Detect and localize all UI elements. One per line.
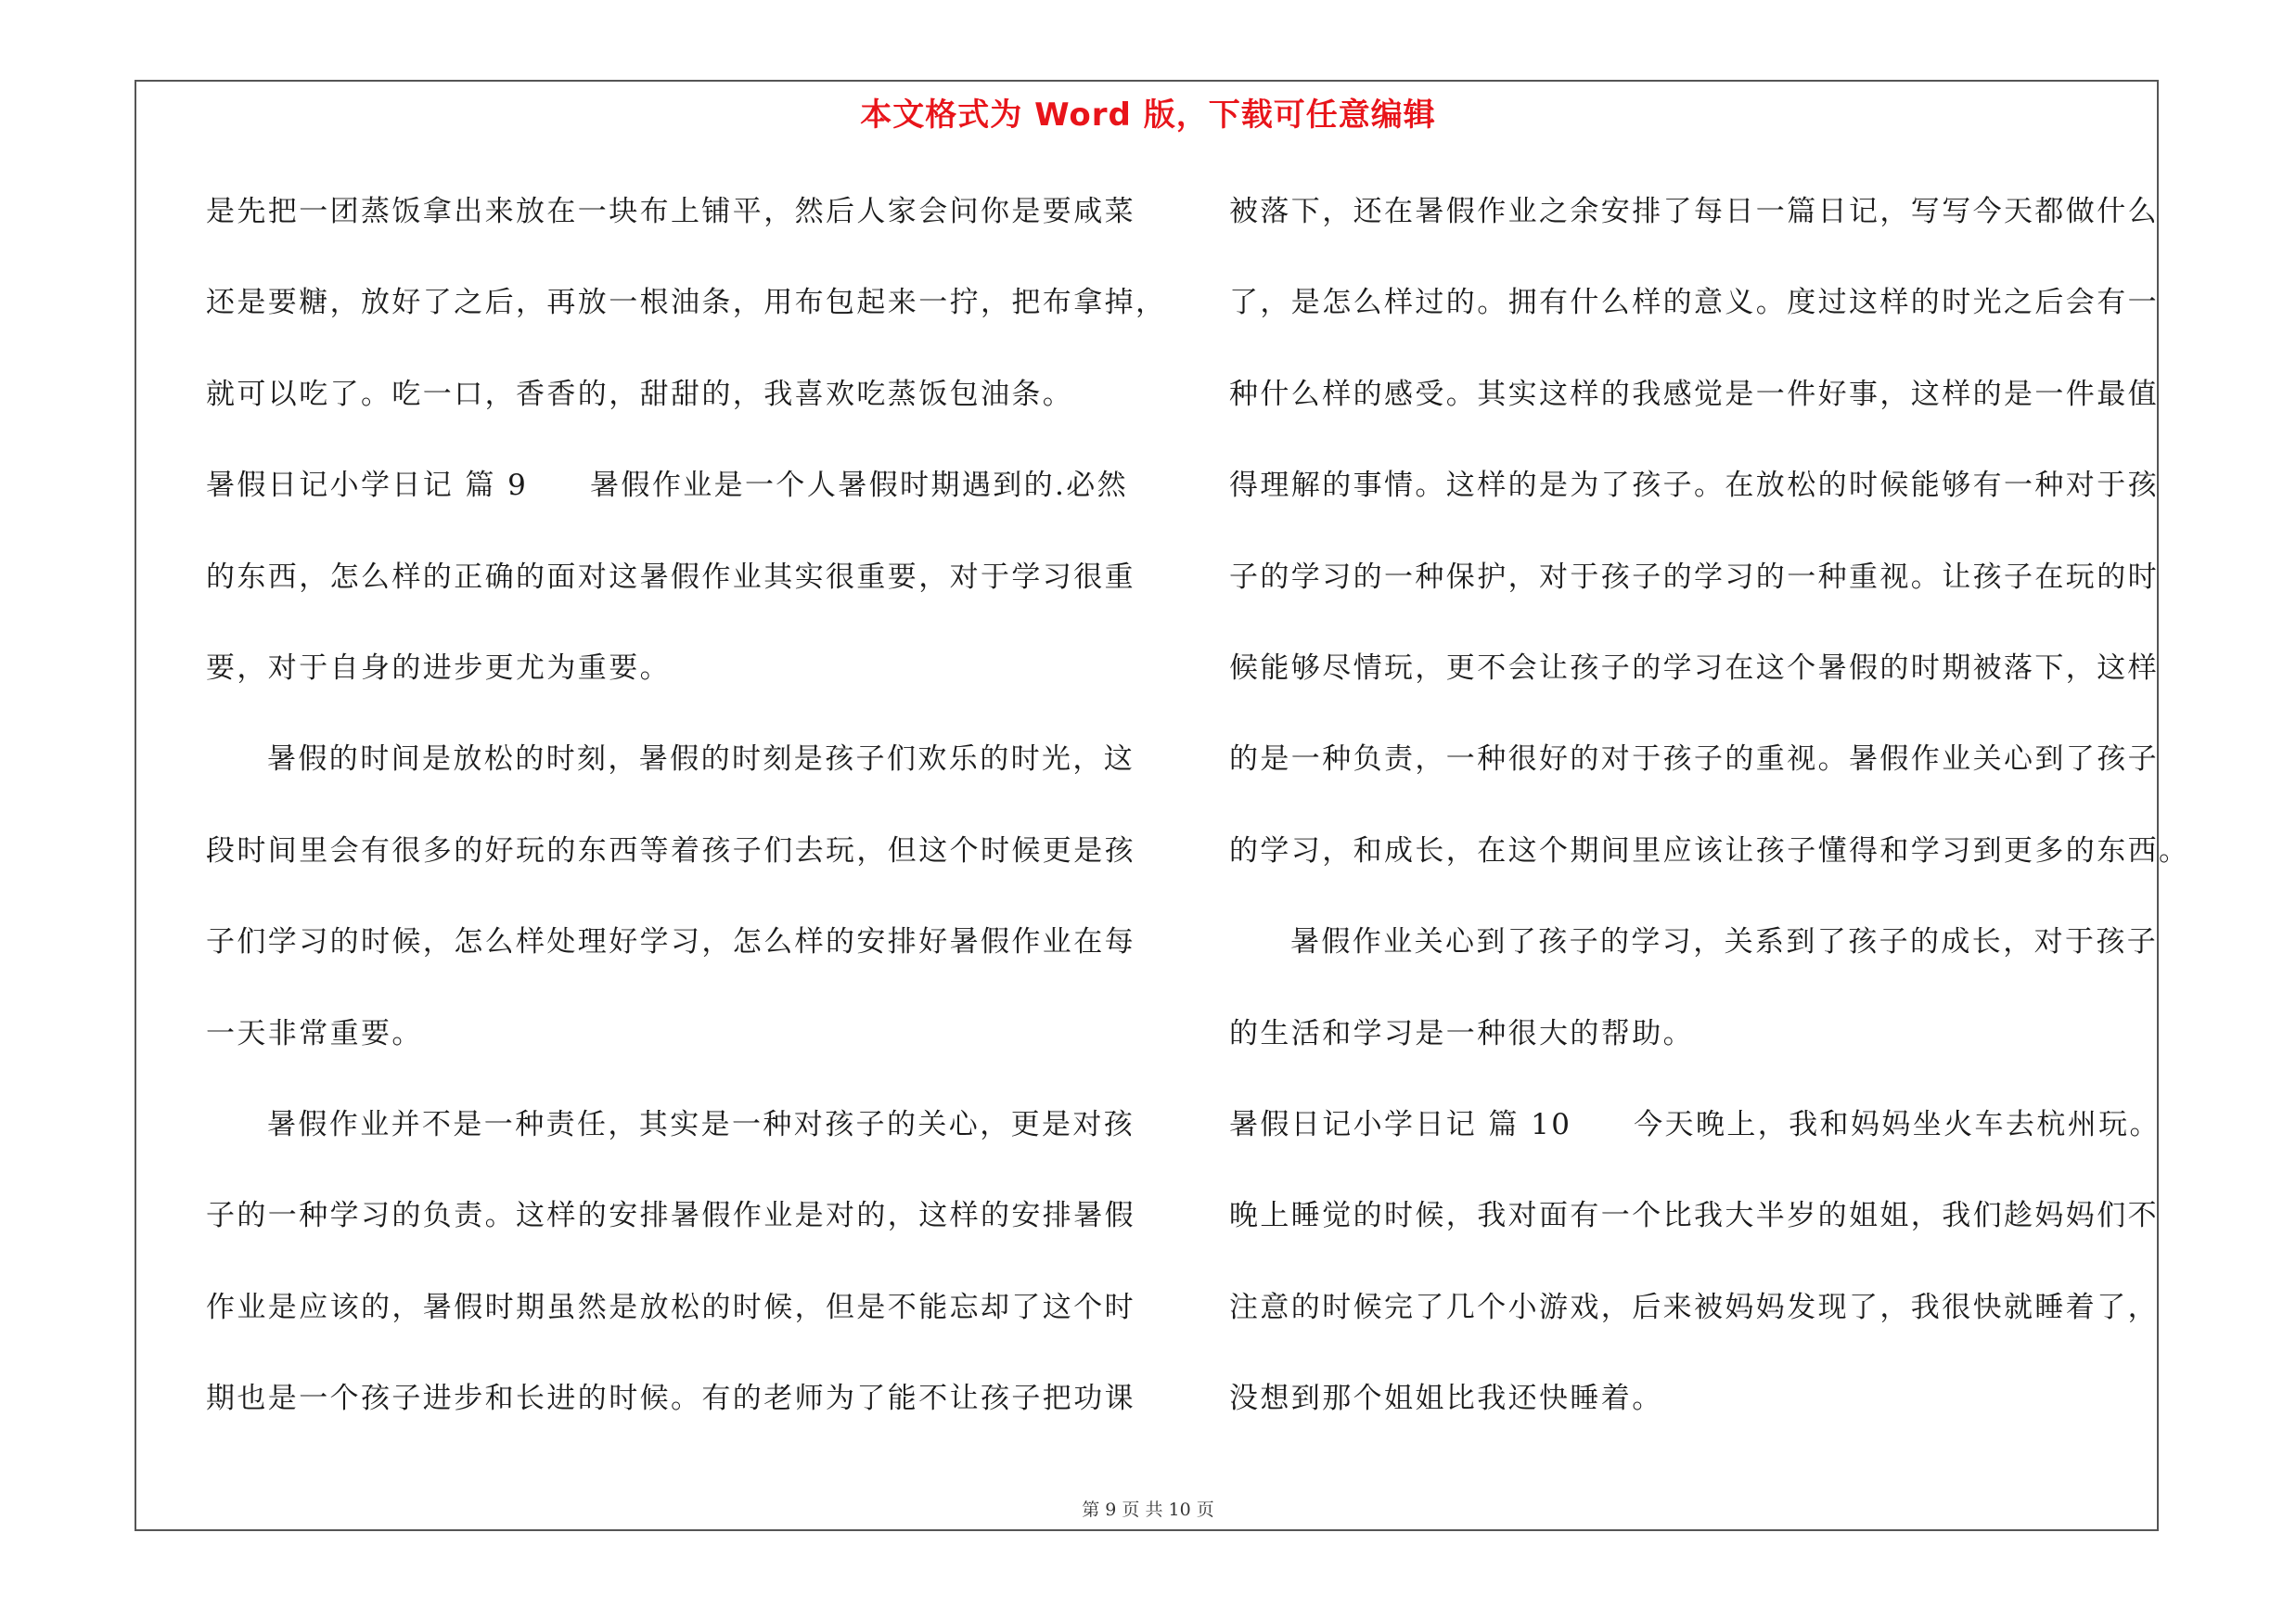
paragraph-start-line: 暑假的时间是放松的时刻，暑假的时刻是孩子们欢乐的时光，这 [267, 742, 1135, 777]
paragraph-start-line: 暑假作业并不是一种责任，其实是一种对孩子的关心，更是对孩 [267, 1107, 1135, 1141]
text-line: 被落下，还在暑假作业之余安排了每日一篇日记，写写今天都做什么 [1229, 195, 2159, 228]
text-line: 的是一种负责，一种很好的对于孩子的重视。暑假作业关心到了孩子 [1229, 742, 2159, 777]
text-line: 没想到那个姐姐比我还快睡着。 [1229, 1382, 1663, 1416]
text-line: 要，对于自身的进步更尤为重要。 [206, 650, 671, 685]
text-line: 一天非常重要。 [206, 1016, 423, 1050]
text-line: 段时间里会有很多的好玩的东西等着孩子们去玩，但这个时候更是孩 [206, 833, 1135, 868]
text-line: 子的一种学习的负责。这样的安排暑假作业是对的，这样的安排暑假 [206, 1199, 1135, 1233]
text-line: 候能够尽情玩，更不会让孩子的学习在这个暑假的时期被落下，这样 [1229, 650, 2159, 685]
text-line: 晚上睡觉的时候，我对面有一个比我大半岁的姐姐，我们趁妈妈们不 [1229, 1199, 2159, 1233]
text-line: 的学习，和成长，在这个期间里应该让孩子懂得和学习到更多的东西。 [1229, 833, 2190, 868]
left-column [206, 184, 1167, 1462]
text-line: 的东西，怎么样的正确的面对这暑假作业其实很重要，对于学习很重 [206, 560, 1135, 594]
right-column [1229, 184, 2190, 1462]
text-line: 子的学习的一种保护，对于孩子的学习的一种重视。让孩子在玩的时 [1229, 560, 2159, 594]
text-line: 就可以吃了。吃一口，香香的，甜甜的，我喜欢吃蒸饭包油条。 [206, 377, 1074, 411]
text-line: 是先把一团蒸饭拿出来放在一块布上铺平，然后人家会问你是要咸菜 [206, 195, 1135, 228]
document-header: 本文格式为 Word 版，下载可任意编辑 [860, 97, 1436, 134]
paragraph-start-line: 暑假作业关心到了孩子的学习，关系到了孩子的成长，对于孩子 [1290, 925, 2159, 960]
text-line: 得理解的事情。这样的是为了孩子。在放松的时候能够有一种对于孩 [1229, 469, 2159, 503]
text-line: 的生活和学习是一种很大的帮助。 [1229, 1016, 1694, 1050]
text-line: 期也是一个孩子进步和长进的时候。有的老师为了能不让孩子把功课 [206, 1382, 1135, 1416]
text-line: 注意的时候完了几个小游戏，后来被妈妈发现了，我很快就睡着了， [1229, 1290, 2159, 1324]
section-heading-line: 暑假日记小学日记 篇 10 今天晚上，我和妈妈坐火车去杭州玩。 [1229, 1107, 2161, 1141]
text-line: 还是要糖，放好了之后，再放一根油条，用布包起来一拧，把布拿掉， [206, 286, 1167, 320]
text-line: 种什么样的感受。其实这样的我感觉是一件好事，这样的是一件最值 [1229, 377, 2159, 411]
text-line: 了，是怎么样过的。拥有什么样的意义。度过这样的时光之后会有一 [1229, 286, 2159, 320]
page-number: 第 9 页 共 10 页 [1082, 1500, 1214, 1520]
text-line: 作业是应该的，暑假时期虽然是放松的时候，但是不能忘却了这个时 [206, 1290, 1135, 1324]
section-heading-line: 暑假日记小学日记 篇 9 暑假作业是一个人暑假时期遇到的.必然 [206, 469, 1129, 503]
text-line: 子们学习的时候，怎么样处理好学习，怎么样的安排好暑假作业在每 [206, 925, 1135, 960]
